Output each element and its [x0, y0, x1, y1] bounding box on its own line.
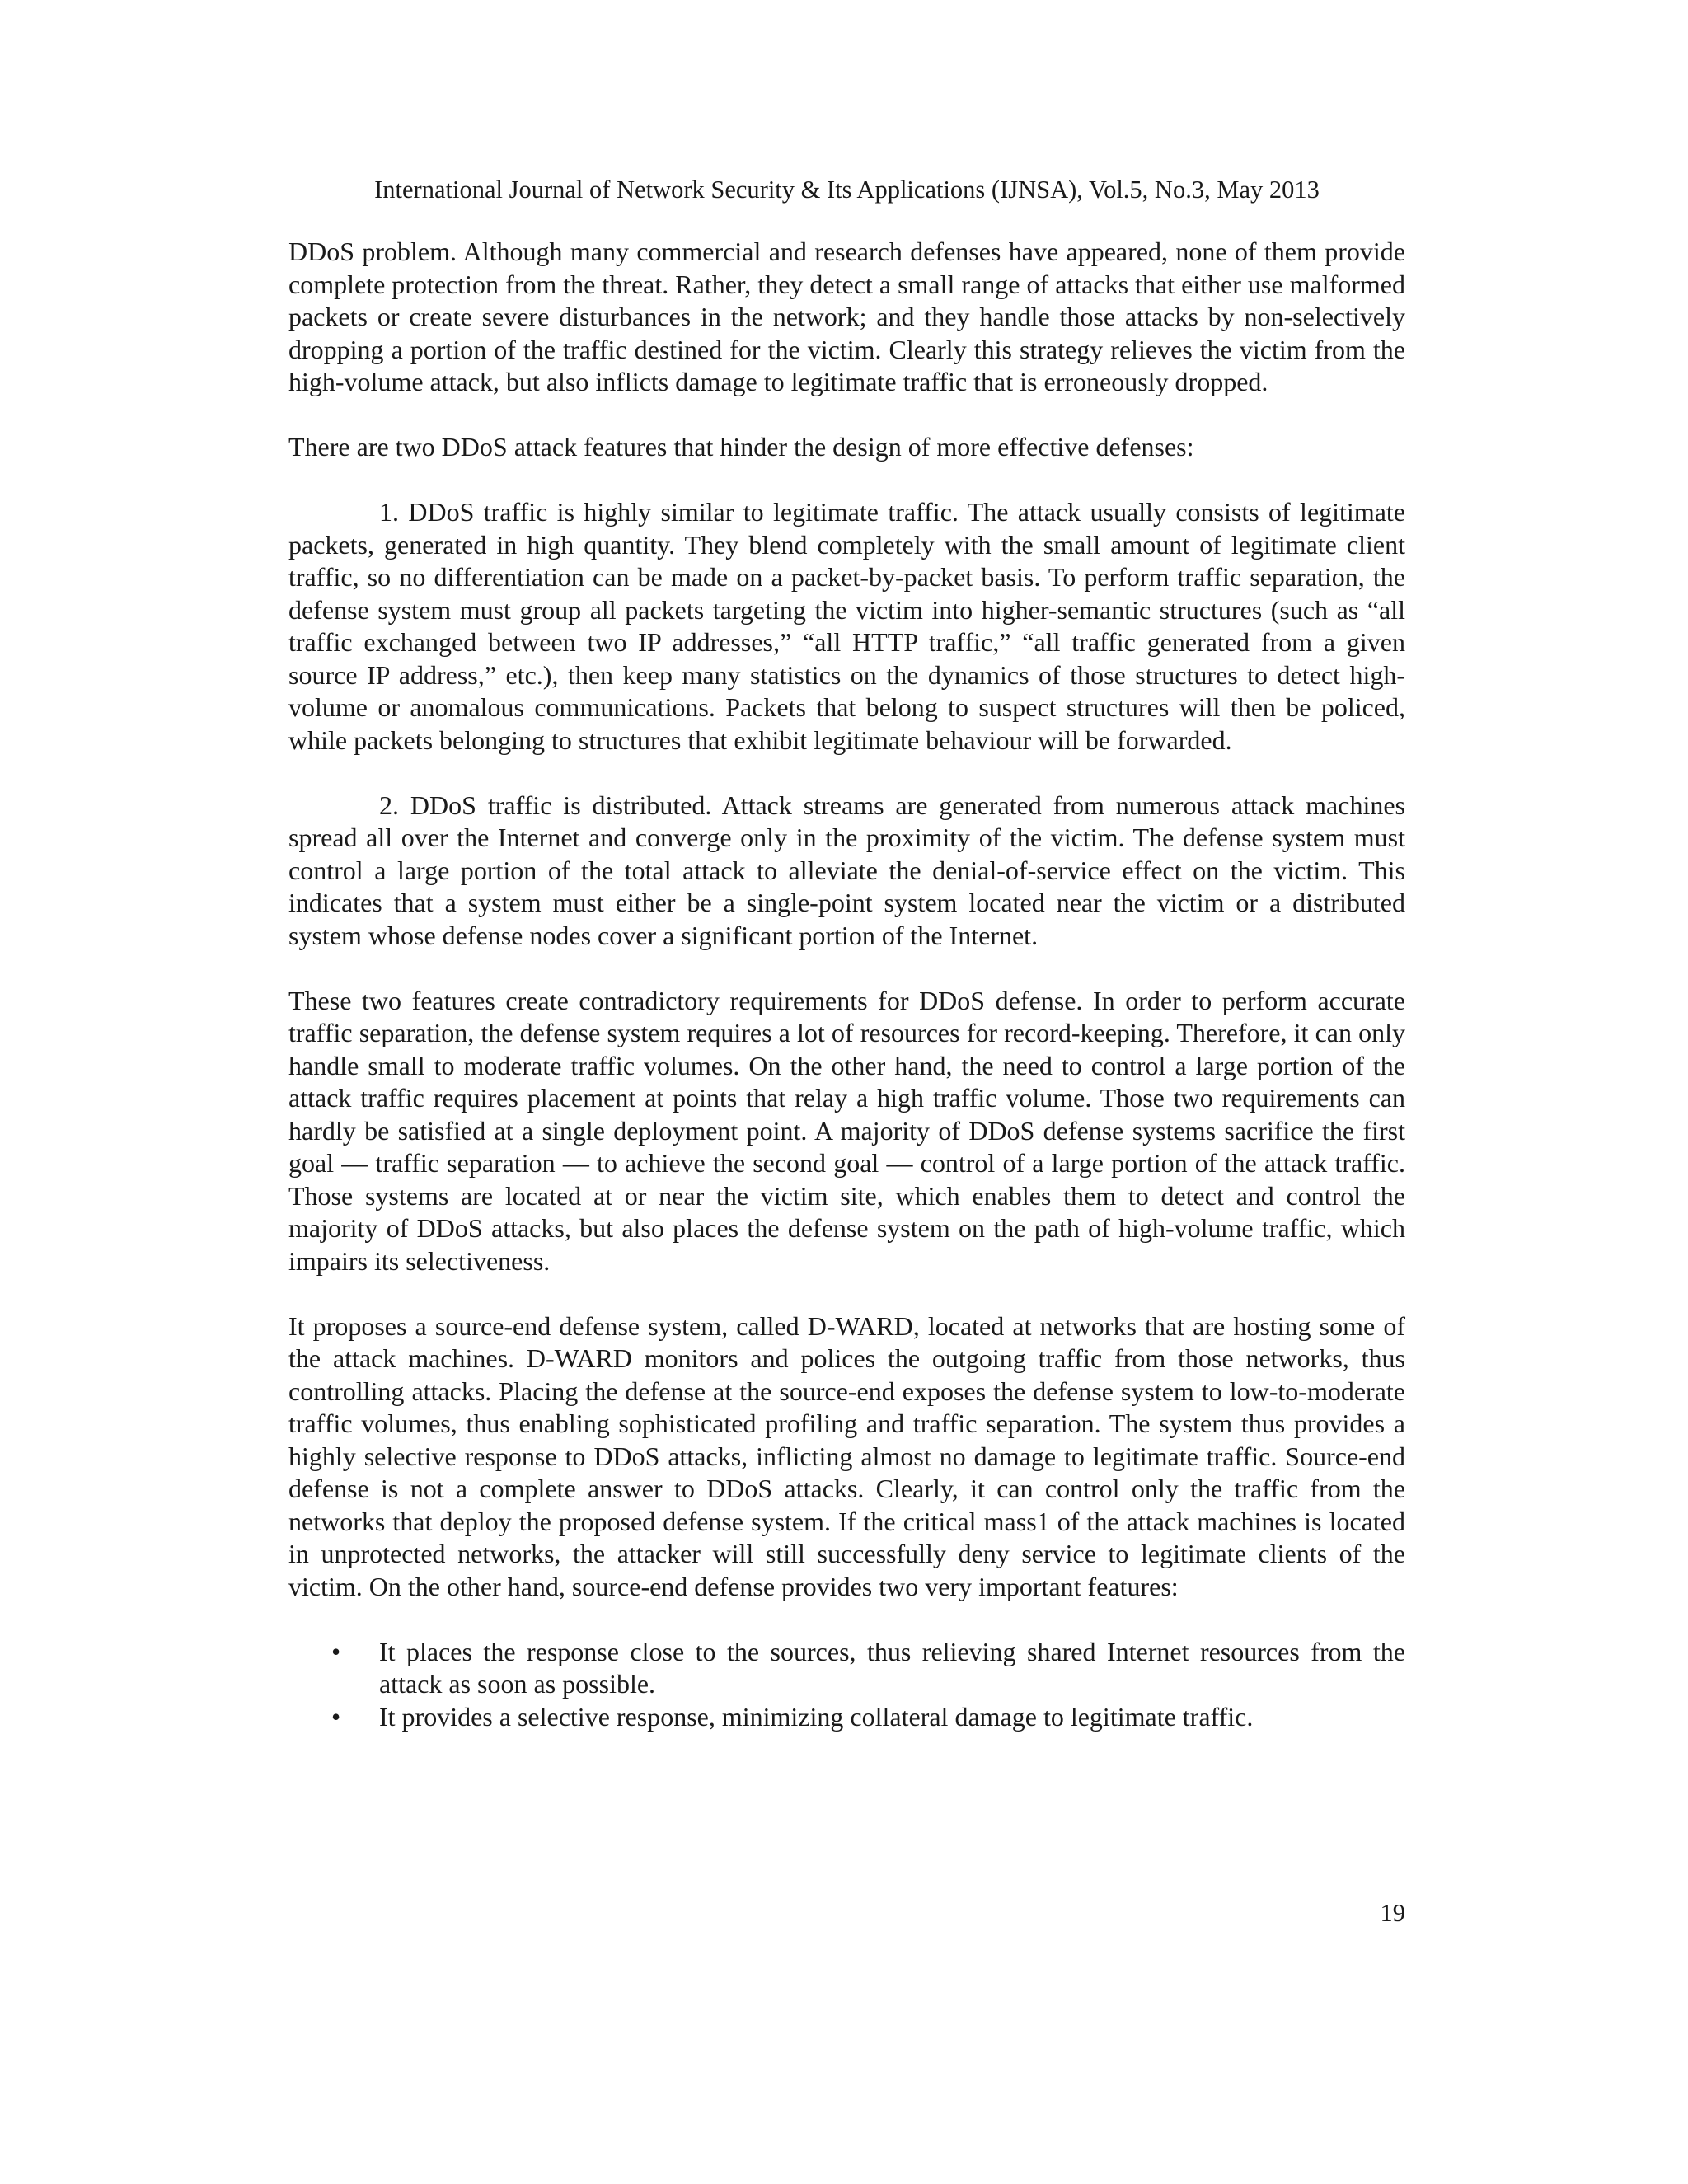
paragraph-feature-2: 2. DDoS traffic is distributed. Attack streams are generated from numerous attack machines spread all over the Internet and converge only in the proximity of the victim. The defense system must control a large portion of the total attack to alleviate the denial-of-service effect on the victim. This indicates that a system must either be a single-point system located near the victim or a distributed system whose defense nodes cover a significant portion of the Internet. [288, 790, 1405, 950]
paragraph-contradictory-requirements: These two features create contradictory requirements for DDoS defense. In order to perform accurate traffic separation, the defense system requires a lot of resources for record-keeping. Therefore, it can only handle small to moderate traffic volumes. On the other hand, the need to control a large portion of the attack traffic requires placement at points that relay a high traffic volume. Those two requirements can hardly be satisfied at a single deployment point. A majority of DDoS defense systems sacrifice the first goal — traffic separation — to achieve the second goal — control of a large portion of the attack traffic. Those systems are located at or near the victim site, which enables them to detect and control the majority of DDoS attacks, but also places the defense system on the path of high-volume traffic, which impairs its selectiveness. [288, 985, 1405, 1276]
bullet-item-text: It places the response close to the sources, thus relieving shared Internet resources from the attack as soon as possible. [379, 1636, 1405, 1699]
paragraph-intro: DDoS problem. Although many commercial and research defenses have appeared, none of them provide complete protection from the threat. Rather, they detect a small range of attacks that either use malformed packets or create severe disturbances in the network; and they handle those attacks by non-selectively dropping a portion of the traffic destined for the victim. Clearly this strategy relieves the victim from the high-volume attack, but also inflicts damage to legitimate traffic that is erroneously dropped. [288, 237, 1405, 396]
page-number: 19 [1380, 1899, 1405, 1927]
paragraph-feature-1: 1. DDoS traffic is highly similar to legitimate traffic. The attack usually consists of legitimate packets, generated in high quantity. They blend completely with the small amount of legitimate client traffic, so no differentiation can be made on a packet-by-packet basis. To perform traffic separation, the defense system must group all packets targeting the victim into higher-semantic structures (such as “all traffic exchanged between two IP addresses,” “all HTTP traffic,” “all traffic generated from a given source IP address,” etc.), then keep many statistics on the dynamics of those structures to detect high-volume or anomalous communications. Packets that belong to suspect structures will then be policed, while packets belonging to structures that exhibit legitimate behaviour will be forwarded. [288, 497, 1405, 755]
bullet-item [288, 1701, 1405, 1734]
bullet-item [288, 1636, 1405, 1701]
bullet-icon: • [331, 1701, 341, 1732]
feature-bullet-list [288, 1636, 1405, 1734]
paragraph-d-ward: It proposes a source-end defense system, called D-WARD, located at networks that are hosting some of the attack machines. D-WARD monitors and polices the outgoing traffic from those networks, thus controlling attacks. Placing the defense at the source-end exposes the defense system to low-to-moderate traffic volumes, thus enabling sophisticated profiling and traffic separation. The system thus provides a highly selective response to DDoS attacks, inflicting almost no damage to legitimate traffic. Source-end defense is not a complete answer to DDoS attacks. Clearly, it can control only the traffic from the networks that deploy the proposed defense system. If the critical mass1 of the attack machines is located in unprotected networks, the attacker will still successfully deny service to legitimate clients of the victim. On the other hand, source-end defense provides two very important features: [288, 1310, 1405, 1601]
article-body [288, 236, 1405, 1733]
paragraph-features-lead: There are two DDoS attack features that hinder the design of more effective defenses: [288, 432, 1194, 462]
bullet-item-text: It provides a selective response, minimizing collateral damage to legitimate traffic. [379, 1701, 1254, 1732]
running-header: International Journal of Network Security & Its Applications (IJNSA), Vol.5, No.3, May 2013 [374, 176, 1320, 204]
bullet-icon: • [331, 1636, 341, 1666]
